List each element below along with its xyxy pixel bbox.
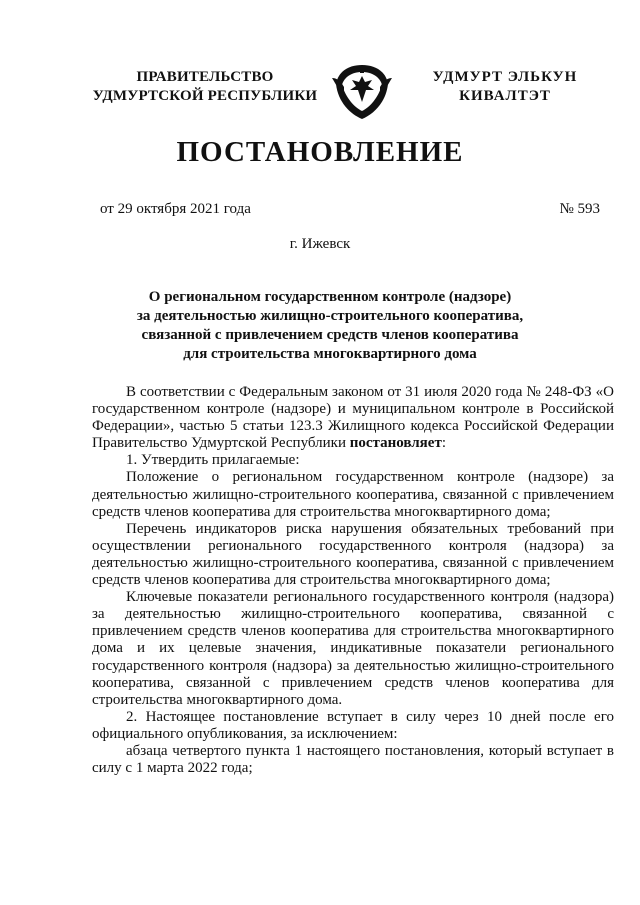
- paragraph-exception: абзаца четвертого пункта 1 настоящего постановления, который вступает в силу с 1 марта 2022 года;: [92, 742, 614, 777]
- subject-line: связанной с привлечением средств членов кооператива: [141, 327, 519, 343]
- paragraph-regulation: Положение о региональном государственном контроле (надзоре) за деятельностью жилищно-строительного кооператива, связанной с привлечением средств членов кооператива для строительства многоквартирного дома;: [92, 469, 614, 520]
- document-subject: [110, 288, 550, 364]
- paragraph-key-indicators: Ключевые показатели регионального государственного контроля (надзора) за деятельностью жилищно-строительного кооператива, связанной с привлечением средств членов кооператива для строительства многоквартирного дома и их целевые значения, индикативные показатели регионального государственного контроля (надзора) за деятельностью жилищно-строительного кооператива, связанной с привлечением средств членов кооператива для строительства многоквартирного дома.: [92, 589, 614, 708]
- gov-right-line2: КИВАЛТЭТ: [459, 88, 551, 104]
- gov-left-line1: ПРАВИТЕЛЬСТВО: [136, 69, 274, 85]
- udmurt-coat-of-arms-icon: [330, 62, 394, 122]
- paragraph-item-2: 2. Настоящее постановление вступает в силу через 10 дней после его официального опубликования, за исключением:: [92, 708, 614, 742]
- document-date: от 29 октября 2021 года: [100, 201, 251, 217]
- subject-line: О региональном государственном контроле (надзоре): [148, 289, 512, 305]
- government-name-russian: [90, 68, 320, 106]
- preamble-text: В соответствии с Федеральным законом от 31 июля 2020 года № 248-ФЗ «О государственном контроле (надзоре) и муниципальном контроле в Российской Федерации», частью 5 статьи 123.3 Жилищного кодекса Российской Федерации Правительство Удмуртской Республики: [92, 384, 614, 452]
- document-city: г. Ижевск: [289, 236, 351, 252]
- subject-line: для строительства многоквартирного дома: [183, 346, 477, 362]
- subject-line: за деятельностью жилищно-строительного кооператива,: [136, 308, 524, 324]
- preamble-decree-word: постановляет: [349, 435, 442, 452]
- preamble-colon: :: [441, 435, 446, 452]
- document-type-title: ПОСТАНОВЛЕНИЕ: [176, 136, 464, 168]
- gov-right-line1: УДМУРТ ЭЛЬКУН: [432, 69, 578, 85]
- paragraph-item-1: 1. Утвердить прилагаемые:: [126, 452, 300, 469]
- paragraph-preamble: [92, 384, 614, 452]
- document-body: [92, 384, 614, 777]
- gov-left-line2: УДМУРТСКОЙ РЕСПУБЛИКИ: [92, 88, 318, 104]
- government-name-udmurt: [415, 68, 595, 106]
- document-number: № 593: [559, 201, 600, 217]
- paragraph-risk-indicators: Перечень индикаторов риска нарушения обязательных требований при осуществлении регионального государственного контроля (надзора) за деятельностью жилищно-строительного кооператива, связанной с привлечением средств членов кооператива для строительства многоквартирного дома;: [92, 520, 614, 589]
- document-header: [0, 68, 640, 138]
